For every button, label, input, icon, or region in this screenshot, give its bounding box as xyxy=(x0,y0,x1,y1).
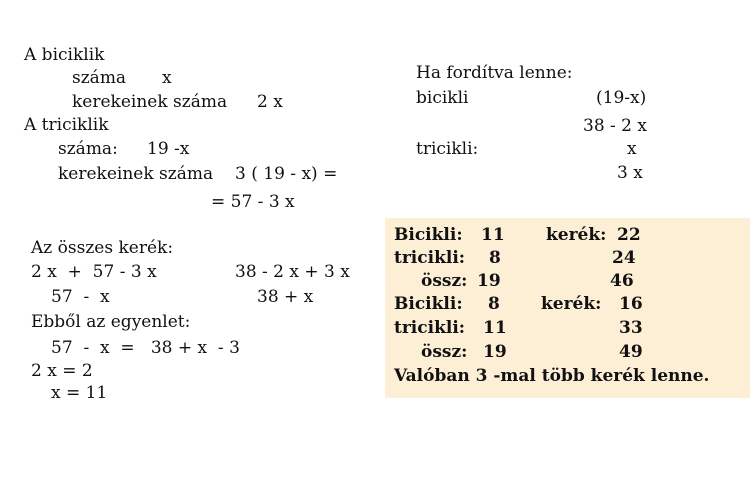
check-row2-wheels: 24 xyxy=(612,248,636,268)
tricycles-wheels-label: kerekeinek száma xyxy=(58,164,214,184)
equation: 57 - x = 38 + x - 3 xyxy=(51,338,240,358)
check-row1-wheels: 22 xyxy=(617,225,641,245)
check-row5-wheels: 33 xyxy=(619,318,643,338)
check-conclusion: Valóban 3 -mal több kerék lenne. xyxy=(394,366,710,386)
equation-step2: x = 11 xyxy=(51,383,108,403)
check-row3-label: össz: xyxy=(421,271,468,291)
check-row1-label: Bicikli: xyxy=(394,225,463,245)
equation-heading: Ebből az egyenlet: xyxy=(31,312,191,332)
check-row5-count: 11 xyxy=(483,318,507,338)
simplified-right: 38 + x xyxy=(257,287,314,307)
total-expr-right: 38 - 2 x + 3 x xyxy=(235,262,350,282)
check-row2-label: tricikli: xyxy=(394,248,466,268)
reversed-heading: Ha fordítva lenne: xyxy=(416,63,573,83)
tricycles-wheels-value: 3 ( 19 - x) = xyxy=(235,164,338,184)
reversed-tricycle-wheels: 3 x xyxy=(617,163,643,183)
check-row4-wheels: 16 xyxy=(619,294,643,314)
bicycles-count-value: x xyxy=(162,68,172,88)
check-row6-wheels: 49 xyxy=(619,342,643,362)
reversed-bicycle-count: (19-x) xyxy=(596,88,647,108)
total-expr-left: 2 x + 57 - 3 x xyxy=(31,262,157,282)
check-row3-wheels: 46 xyxy=(610,271,634,291)
tricycles-count-value: 19 -x xyxy=(147,139,190,159)
reversed-tricycle-label: tricikli: xyxy=(416,139,479,159)
tricycles-count-label: száma: xyxy=(58,139,118,159)
tricycles-heading: A triciklik xyxy=(24,115,109,135)
total-heading: Az összes kerék: xyxy=(31,238,174,258)
reversed-bicycle-label: bicikli xyxy=(416,88,469,108)
bicycles-count-label: száma xyxy=(72,68,127,88)
simplified-left: 57 - x xyxy=(51,287,110,307)
equation-step1: 2 x = 2 xyxy=(31,361,93,381)
check-row6-count: 19 xyxy=(483,342,507,362)
bicycles-heading: A biciklik xyxy=(24,45,105,65)
check-row6-label: össz: xyxy=(421,342,468,362)
reversed-tricycle-count: x xyxy=(627,139,637,159)
check-row3-count: 19 xyxy=(477,271,501,291)
check-row1-count: 11 xyxy=(481,225,505,245)
check-row4-label: Bicikli: xyxy=(394,294,463,314)
check-row4-count: 8 xyxy=(488,294,500,314)
tricycles-wheels-result: = 57 - 3 x xyxy=(211,192,295,212)
bicycles-wheels-label: kerekeinek száma xyxy=(72,92,228,112)
check-row4-wheels-label: kerék: xyxy=(541,294,602,314)
reversed-bicycle-wheels: 38 - 2 x xyxy=(583,116,647,136)
check-row5-label: tricikli: xyxy=(394,318,466,338)
bicycles-wheels-value: 2 x xyxy=(257,92,283,112)
check-row1-wheels-label: kerék: xyxy=(546,225,607,245)
check-row2-count: 8 xyxy=(489,248,501,268)
